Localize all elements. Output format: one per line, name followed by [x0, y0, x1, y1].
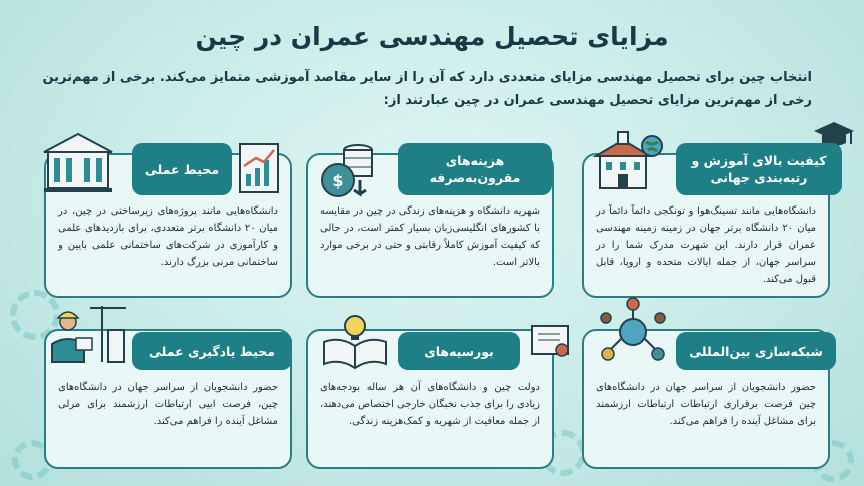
card-body: حضور دانشجویان از سراسر جهان در دانشگاه‌های چین، فرصت ابیی ارتباطات ارزشمند برای مرلی مشاغل آینده را فراهم می‌کند. [58, 382, 278, 427]
card-title: شبکه‌سازی بین‌المللی [676, 332, 836, 370]
card-body: حضور دانشجویان از سراسر جهان در دانشگاه‌های چین فرصت برقراری ارتباطات ارتباطات ارزشمند برای مشاغل آینده را فراهم می‌کند. [596, 382, 816, 427]
card-body: دانشگاه‌هایی مانند پروژه‌های زیرساختی در چین، در میان ۲۰ دانشگاه برتر متعددی، برای بازدیدهای علمی و کارآموزی در شرکت‌های ساختمانی علمی بایین و ساختمانی مرنی بزرگ دارند. [58, 206, 278, 268]
card-body: شهریه دانشگاه و هزینه‌های زندگی در چین در مقایسه با کشورهای انگلیسی‌زبان بسیار کمتر است، در حالی که کیفیت آموزش کاملاً رقابتی و حتی در برخی موارد بالاتر است. [320, 206, 540, 268]
coins-icon [314, 140, 380, 204]
card-title: محیط عملی [132, 143, 232, 195]
card-body: دانشگاه‌هایی مانند تسینگ‌هوا و تونگجی دائماً دائماً در میان ۲۰ دانشگاه برتر جهان در زمینه زمینه مهندسی عمران قرار دارند. این شهرت مدرک شما را در سراسر جهان، از جمله ایالات متحده و اروپا، قابل قبول می‌کند. [596, 206, 816, 285]
growth-chart-icon [236, 140, 282, 196]
engineer-icon [46, 300, 128, 366]
building-icon [40, 130, 124, 194]
card-title: هزینه‌های مقرون‌به‌صرفه [398, 143, 552, 195]
page-title: مزایای تحصیل مهندسی عمران در چین [195, 22, 669, 51]
network-icon [596, 296, 670, 368]
card-title: کیفیت بالای آموزش و رتبه‌بندی جهانی [676, 143, 842, 195]
card-title: محیط یادگیری عملی [132, 332, 292, 370]
certificate-icon [530, 322, 574, 362]
intro-text: انتخاب چین برای تحصیل مهندسی مزایای متعددی دارد که آن را از سایر مقاصد آموزشی متمایز می‌کند. برخی از مهم‌ترین رخی از مهم‌ترین مزایای تحصیل مهندسی عمران در چین عبارتند از: [42, 70, 812, 108]
book-lightbulb-icon [320, 312, 390, 370]
card-body: دولت چین و دانشگاه‌های آن هر ساله بودجه‌های زیادی را برای جذب نخبگان خارجی اختصاص می‌دهند، از جمله معافیت از شهریه و کمک‌هزینه زندگی. [320, 382, 540, 427]
svg-text:$: $ [332, 171, 344, 190]
card-title: بورسیه‌های [398, 332, 520, 370]
university-icon [590, 128, 666, 194]
